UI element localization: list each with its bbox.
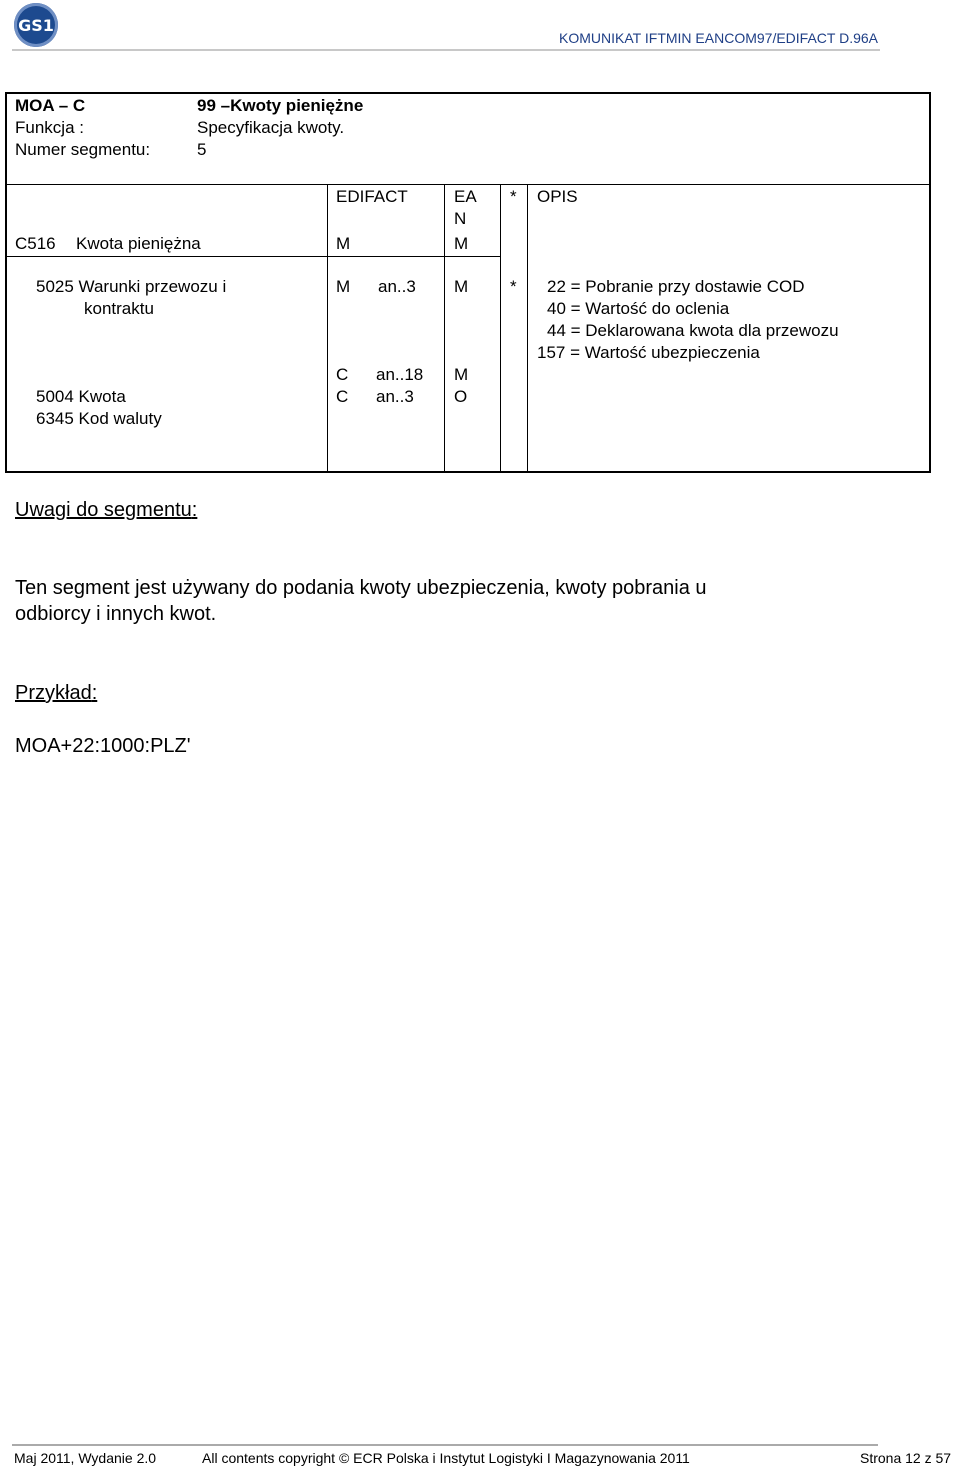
composite-code: C516: [15, 234, 56, 253]
footer-edition: Maj 2011, Wydanie 2.0: [14, 1450, 157, 1466]
element-5025-ean: M: [454, 277, 469, 296]
element-6345-status: C: [336, 387, 349, 406]
element-5004-format: an..18: [376, 365, 424, 384]
element-6345-label: 6345 Kod waluty: [36, 409, 162, 428]
element-5025-label-cont: kontraktu: [84, 299, 154, 318]
divider-star: [500, 184, 501, 471]
segment-table: [5, 92, 931, 473]
example-title: [15, 681, 97, 705]
gs1-logo: [14, 3, 58, 47]
footer-page-number: Strona 12 z 57: [860, 1450, 952, 1466]
notes-title-colon: :: [191, 499, 198, 521]
notes-title: [15, 498, 197, 522]
segment-number-label: Numer segmentu:: [15, 140, 151, 159]
segment-header: [7, 94, 929, 185]
segment-name: 99 –Kwoty pieniężne: [197, 96, 364, 115]
element-5004-label: 5004 Kwota: [36, 387, 126, 406]
element-5025-status: M: [336, 277, 351, 296]
code-40: 40 = Wartość do oclenia: [547, 299, 730, 318]
code-22: 22 = Pobranie przy dostawie COD: [547, 277, 805, 296]
divider-edifact: [327, 184, 328, 471]
element-5025-label: 5025 Warunki przewozu i: [36, 277, 227, 296]
column-star: *: [510, 187, 517, 206]
code-157: 157 = Wartość ubezpieczenia: [537, 343, 760, 362]
element-5004-status: C: [336, 365, 349, 384]
segment-code: MOA – C: [15, 96, 86, 115]
composite-name: Kwota pieniężna: [76, 234, 201, 253]
composite-row-rule-left: [7, 256, 327, 257]
column-edifact: EDIFACT: [336, 187, 408, 206]
column-ean-line2: N: [454, 209, 467, 228]
example-title-colon: :: [91, 682, 98, 704]
header-divider: [12, 49, 880, 51]
column-ean-line1: EA: [454, 187, 477, 206]
notes-text-line2: odbiorcy i innych kwot.: [15, 603, 217, 625]
segment-number-value: 5: [197, 140, 207, 159]
divider-opis: [527, 184, 528, 471]
element-5025-star: *: [510, 277, 517, 296]
element-6345-ean: O: [454, 387, 468, 406]
composite-ean-status: M: [454, 234, 469, 253]
footer-copyright: All contents copyright © ECR Polska i Instytut Logistyki I Magazynowania 2011: [202, 1450, 690, 1466]
function-value: Specyfikacja kwoty.: [197, 118, 345, 137]
function-label: Funkcja :: [15, 118, 84, 137]
notes-title-text: Uwagi do segmentu: [15, 499, 192, 521]
logo-text: GS1: [18, 15, 54, 35]
page-header: [0, 0, 960, 60]
column-opis: OPIS: [537, 187, 578, 206]
document-title: KOMUNIKAT IFTMIN EANCOM97/EDIFACT D.96A: [559, 30, 878, 46]
element-6345-format: an..3: [376, 387, 414, 406]
code-44: 44 = Deklarowana kwota dla przewozu: [547, 321, 839, 340]
element-5004-ean: M: [454, 365, 469, 384]
footer-divider: [12, 1444, 878, 1446]
element-5025-format: an..3: [378, 277, 416, 296]
notes-text-line1: Ten segment jest używany do podania kwoty ubezpieczenia, kwoty pobrania u: [15, 577, 707, 599]
divider-ean: [444, 184, 445, 471]
composite-row-rule-mid: [327, 256, 500, 257]
example-text: MOA+22:1000:PLZ': [15, 735, 191, 757]
composite-edifact-status: M: [336, 234, 351, 253]
example-title-text: Przykład: [15, 682, 92, 704]
